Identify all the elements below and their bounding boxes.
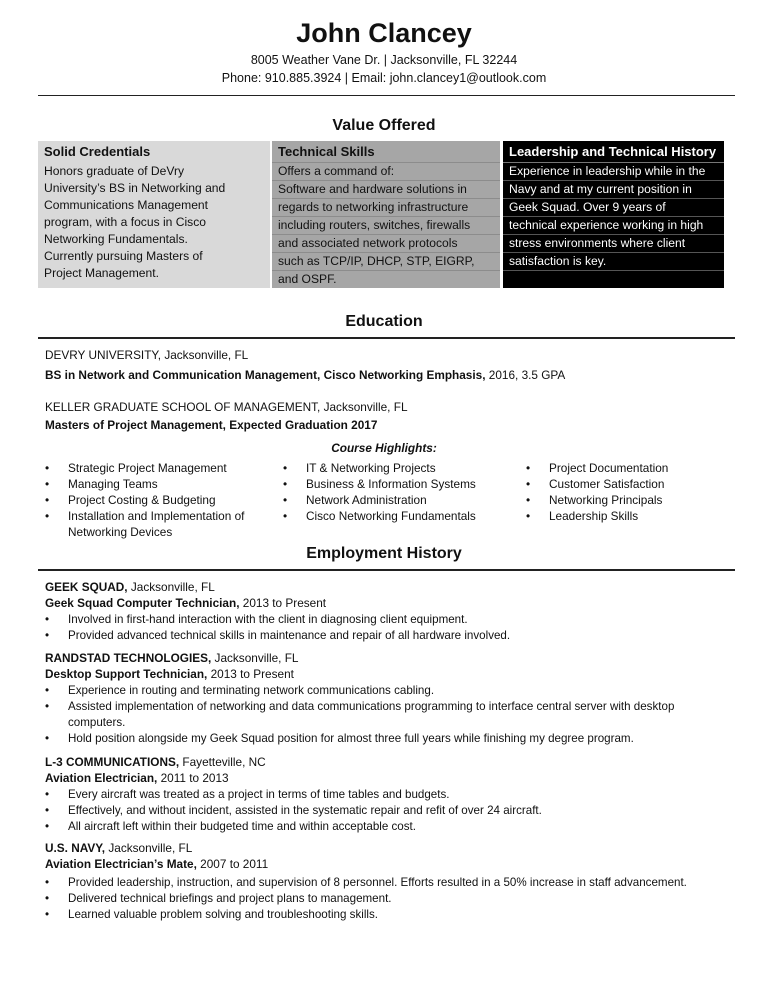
vo-line: Currently pursuing Masters of — [44, 249, 203, 263]
vo-line: technical experience working in high — [503, 217, 724, 235]
vo-line: Experience in leadership while in the — [503, 163, 724, 181]
list-item: • Managing Teams — [45, 477, 158, 491]
vo-line: such as TCP/IP, DHCP, STP, EIGRP, — [272, 253, 500, 271]
bullet-icon: • — [283, 461, 288, 475]
highlights-column-2 — [283, 460, 476, 524]
bullet-icon: • — [526, 461, 531, 475]
list-item: • Experience in routing and terminating network communications cabling. — [45, 684, 435, 697]
job-role: Desktop Support Technician, 2013 to Present — [45, 667, 294, 681]
bullet-icon: • — [45, 732, 50, 745]
vo-line: satisfaction is key. — [503, 253, 724, 271]
list-item: • Assisted implementation of networking and data communications programming to interface central server with desktop computers. — [45, 700, 675, 729]
vo-line: regards to networking infrastructure — [272, 199, 500, 217]
vo-heading: Solid Credentials — [44, 144, 151, 159]
bullet-icon: • — [45, 804, 50, 817]
job-company: GEEK SQUAD, Jacksonville, FL — [45, 580, 215, 594]
list-item: • Strategic Project Management — [45, 461, 227, 475]
vo-heading: Leadership and Technical History — [503, 141, 724, 163]
bullet-icon: • — [45, 876, 50, 889]
bullet-icon: • — [45, 509, 50, 523]
list-item: • Installation and Implementation of Networking Devices — [45, 509, 245, 539]
bullet-icon: • — [45, 700, 50, 713]
employment-divider — [38, 569, 735, 571]
list-item: • Learned valuable problem solving and troubleshooting skills. — [45, 908, 379, 921]
bullet-icon: • — [45, 820, 50, 833]
bullet-icon: • — [45, 493, 50, 507]
vo-line: Networking Fundamentals. — [44, 232, 188, 246]
list-item: • Leadership Skills — [526, 509, 639, 523]
bullet-icon: • — [283, 493, 288, 507]
school-1: DEVRY UNIVERSITY, Jacksonville, FL — [45, 348, 249, 362]
course-highlights-title: Course Highlights: — [331, 441, 437, 455]
technical-skills-box — [272, 141, 500, 288]
employment-title: Employment History — [306, 545, 462, 562]
value-offered-title: Value Offered — [332, 117, 436, 134]
job-role: Geek Squad Computer Technician, 2013 to Present — [45, 596, 327, 610]
bullet-icon: • — [526, 477, 531, 491]
list-item: • Provided leadership, instruction, and supervision of 8 personnel. Efforts resulted in a 50% increase in staff advancement. — [45, 876, 687, 889]
bullet-icon: • — [45, 461, 50, 475]
job-bullets — [45, 612, 725, 644]
education-title: Education — [345, 313, 423, 330]
list-item: • Business & Information Systems — [283, 477, 476, 491]
job-role: Aviation Electrician, 2011 to 2013 — [45, 771, 229, 785]
list-item: • Networking Principals — [526, 493, 663, 507]
vo-line: Navy and at my current position in — [503, 181, 724, 199]
solid-credentials-box — [38, 141, 270, 288]
job-role: Aviation Electrician’s Mate, 2007 to 2011 — [45, 857, 269, 871]
list-item: • Provided advanced technical skills in maintenance and repair of all hardware involved. — [45, 629, 511, 642]
bullet-icon: • — [45, 613, 50, 626]
list-item: • Network Administration — [283, 493, 427, 507]
vo-line: and OSPF. — [278, 272, 337, 286]
bullet-icon: • — [45, 788, 50, 801]
resume-name: John Clancey — [296, 18, 472, 48]
vo-line: Software and hardware solutions in — [272, 181, 500, 199]
vo-line: Project Management. — [44, 266, 159, 280]
list-item: • All aircraft left within their budgeted time and within acceptable cost. — [45, 820, 416, 833]
list-item: • Every aircraft was treated as a project in terms of time tables and budgets. — [45, 788, 450, 801]
school-2: KELLER GRADUATE SCHOOL OF MANAGEMENT, Jacksonville, FL — [45, 400, 408, 414]
highlights-column-1 — [45, 460, 244, 540]
vo-line: program, with a focus in Cisco — [44, 215, 206, 229]
list-item: • IT & Networking Projects — [283, 461, 436, 475]
vo-line: stress environments where client — [503, 235, 724, 253]
bullet-icon: • — [45, 477, 50, 491]
vo-line: University’s BS in Networking and — [44, 181, 226, 195]
list-item: • Hold position alongside my Geek Squad position for almost three full years while finishing my degree program. — [45, 732, 634, 745]
vo-line: Offers a command of: — [272, 163, 500, 181]
bullet-icon: • — [45, 684, 50, 697]
education-divider — [38, 337, 735, 339]
bullet-icon: • — [526, 509, 531, 523]
phone-email-line: Phone: 910.885.3924 | Email: john.clancey1@outlook.com — [221, 71, 547, 85]
vo-heading: Technical Skills — [272, 141, 500, 163]
degree-1-details: 2016, 3.5 GPA — [485, 368, 566, 382]
job-company: RANDSTAD TECHNOLOGIES, Jacksonville, FL — [45, 651, 299, 665]
address-line: 8005 Weather Vane Dr. | Jacksonville, FL 32244 — [250, 53, 518, 67]
job-company: L-3 COMMUNICATIONS, Fayetteville, NC — [45, 755, 266, 769]
list-item: • Effectively, and without incident, assisted in the systematic repair and refit of over 24 aircraft. — [45, 804, 542, 817]
job-bullets — [45, 787, 725, 835]
list-item: • Customer Satisfaction — [526, 477, 665, 491]
bullet-icon: • — [526, 493, 531, 507]
vo-line: Communications Management — [44, 198, 209, 212]
list-item: • Cisco Networking Fundamentals — [283, 509, 476, 523]
bullet-icon: • — [283, 509, 288, 523]
bullet-icon: • — [45, 908, 50, 921]
list-item: • Delivered technical briefings and project plans to management. — [45, 892, 392, 905]
header-divider — [38, 95, 735, 96]
bullet-icon: • — [45, 629, 50, 642]
job-bullets — [45, 875, 725, 923]
job-bullets — [45, 683, 725, 747]
vo-line: including routers, switches, firewalls — [272, 217, 500, 235]
bullet-icon: • — [283, 477, 288, 491]
list-item: • Project Documentation — [526, 461, 669, 475]
vo-line: Honors graduate of DeVry — [44, 164, 185, 178]
degree-1 — [45, 368, 565, 382]
list-item: • Involved in first-hand interaction with the client in diagnosing client equipment. — [45, 613, 468, 626]
degree-2: Masters of Project Management, Expected Graduation 2017 — [45, 418, 378, 432]
vo-line: and associated network protocols — [272, 235, 500, 253]
job-company: U.S. NAVY, Jacksonville, FL — [45, 841, 193, 855]
leadership-history-box — [503, 141, 724, 288]
vo-line: Geek Squad. Over 9 years of — [503, 199, 724, 217]
bullet-icon: • — [45, 892, 50, 905]
list-item: • Project Costing & Budgeting — [45, 493, 216, 507]
degree-1-title: BS in Network and Communication Management, Cisco Networking Emphasis, — [45, 368, 486, 382]
highlights-column-3 — [526, 460, 668, 524]
